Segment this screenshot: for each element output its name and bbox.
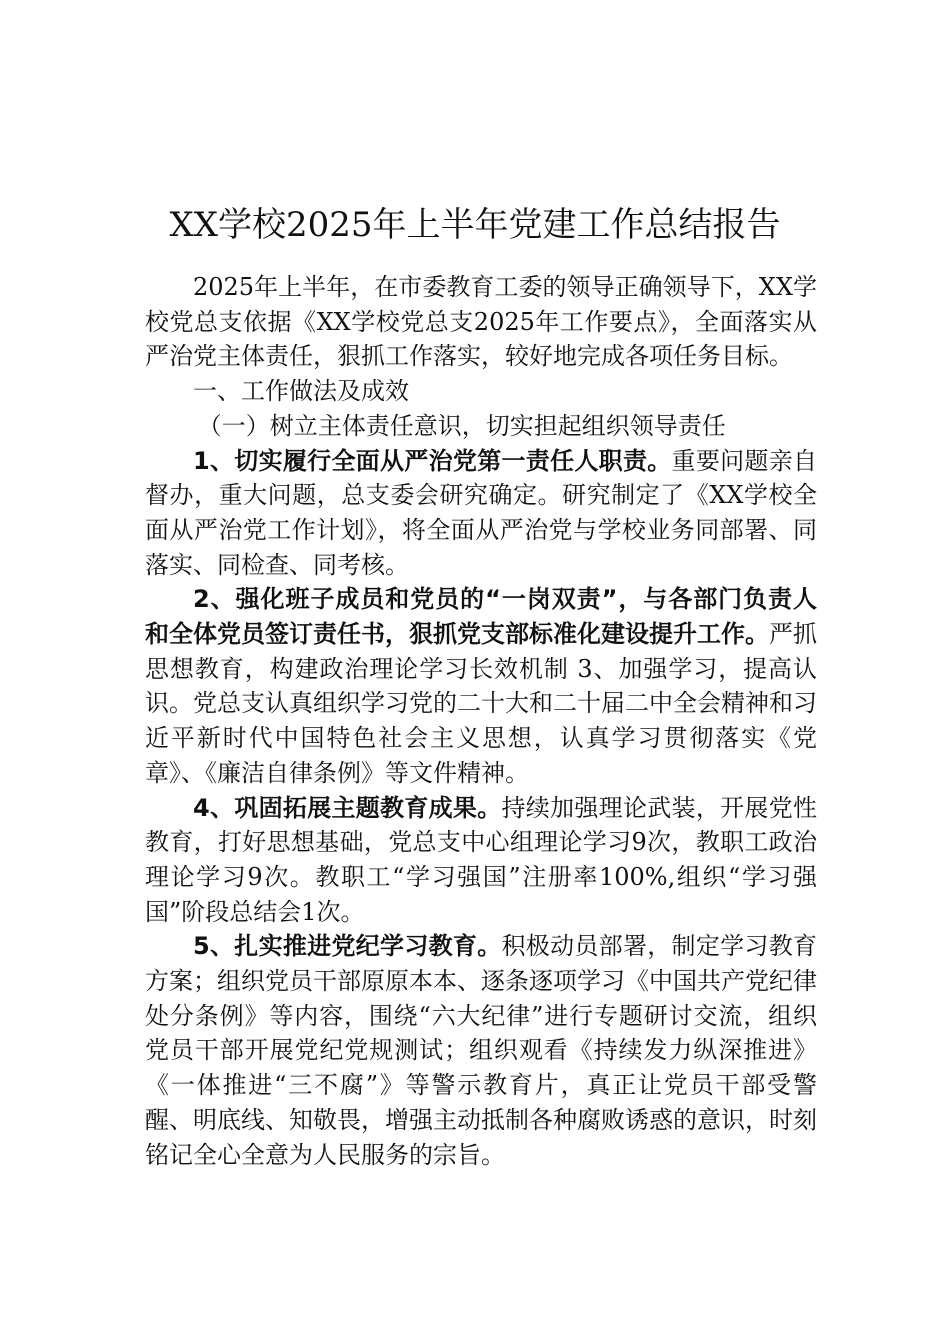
item-lead: 1、切实履行全面从严治党第一责任人职责。 xyxy=(193,446,672,475)
item-paragraph-2 xyxy=(145,582,817,790)
document-title: XX学校2025年上半年党建工作总结报告 xyxy=(169,204,781,245)
item-lead: 2、强化班子成员和党员的“一岗双责”，与各部门负责人和全体党员签订责任书，狠抓党支部标准化建设提升工作。 xyxy=(145,585,817,649)
item-paragraph-5 xyxy=(145,929,817,1172)
item-lead: 4、巩固拓展主题教育成果。 xyxy=(193,793,502,822)
item-text: 持续加强理论武装，开展党性教育，打好思想基础，党总支中心组理论学习9次，教职工政治理论学习9次。教职工“学习强国”注册率100%,组织“学习强国”阶段总结会1次。 xyxy=(145,793,818,926)
item-text: 严抓思想教育，构建政治理论学习长效机制 3、加强学习，提高认识。党总支认真组织学习党的二十大和二十届二中全会精神和习近平新时代中国特色社会主义思想，认真学习贯彻落实《党章》、《廉洁自律条例》等文件精神。 xyxy=(145,620,817,787)
document-body xyxy=(145,270,817,1172)
intro-paragraph: 2025年上半年，在市委教育工委的领导正确领导下，XX学校党总支依据《XX学校党总支2025年工作要点》，全面落实从严治党主体责任，狠抓工作落实，较好地完成各项任务目标。 xyxy=(145,273,817,371)
item-lead: 5、扎实推进党纪学习教育。 xyxy=(193,932,502,961)
item-paragraph-1 xyxy=(145,444,817,583)
section-heading: 一、工作做法及成效 xyxy=(193,377,409,406)
item-text: 重要问题亲自督办，重大问题，总支委会研究确定。研究制定了《XX学校全面从严治党工作计划》，将全面从严治党与学校业务同部署、同落实、同检查、同考核。 xyxy=(145,446,818,579)
subsection-heading: （一）树立主体责任意识，切实担起组织领导责任 xyxy=(197,411,726,440)
item-text: 积极动员部署，制定学习教育方案；组织党员干部原原本本、逐条逐项学习《中国共产党纪律处分条例》等内容，围绕“六大纪律”进行专题研讨交流，组织党员干部开展党纪党规测试；组织观看《持续发力纵深推进》《一体推进“三不腐”》等警示教育片，真正让党员干部受警醒、明底线、知敬畏，增强主动抵制各种腐败诱惑的意识，时刻铭记全心全意为人民服务的宗旨。 xyxy=(145,932,818,1169)
item-paragraph-4 xyxy=(145,791,817,930)
